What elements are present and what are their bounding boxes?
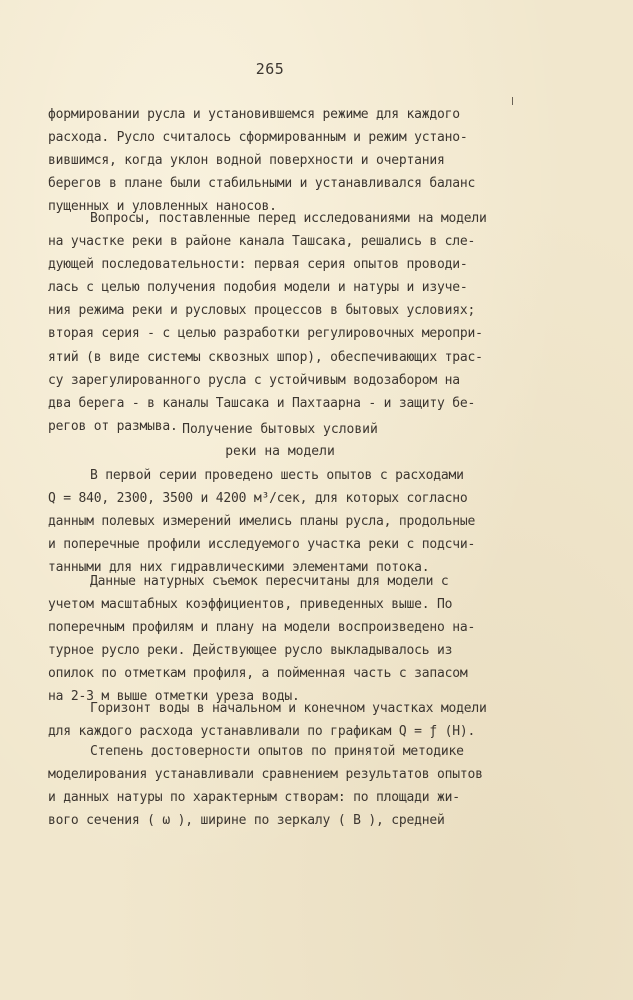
text-line: опилок по отметкам профиля, а пойменная часть с запасом: [48, 666, 468, 682]
text-line: танными для них гидравлическими элементами потока.: [48, 560, 430, 576]
text-line: Степень достоверности опытов по принятой методике: [90, 744, 464, 759]
section-heading: [0, 419, 560, 463]
paragraph-continuation: [48, 103, 528, 218]
text-line: дующей последовательности: первая серия опытов проводи-: [48, 257, 468, 273]
text-line: данным полевых измерений имелись планы русла, продольные: [48, 514, 476, 530]
section-heading-line-2: реки на модели: [225, 444, 335, 459]
text-line: су зарегулированного русла с устойчивым водозабором на: [48, 372, 460, 388]
paragraph-reliability: [48, 740, 528, 832]
text-line: пущенных и уловленных наносов.: [48, 199, 277, 215]
text-line: поперечным профилям и плану на модели воспроизведено на-: [48, 620, 476, 636]
text-line: Горизонт воды в начальном и конечном участках модели: [90, 701, 487, 716]
text-line: на 2-3 м выше отметки уреза воды.: [48, 689, 300, 705]
text-line: на участке реки в районе канала Ташсака, решались в сле-: [48, 234, 476, 250]
text-line: моделирования устанавливали сравнением результатов опытов: [48, 767, 483, 783]
text-line: два берега - в каналы Ташсака и Пахтаарна - и защиту бе-: [48, 395, 476, 411]
text-line: Данные натурных съемок пересчитаны для модели с: [90, 574, 449, 589]
text-line: В первой серии проведено шесть опытов с расходами: [90, 468, 464, 483]
text-line: турное русло реки. Действующее русло выкладывалось из: [48, 643, 453, 659]
section-heading-line-1: Получение бытовых условий: [182, 422, 378, 437]
text-line: вившимся, когда уклон водной поверхности и очертания: [48, 153, 445, 169]
text-line: и данных натуры по характерным створам: по площади жи-: [48, 790, 460, 806]
paragraph-research-questions: [48, 207, 528, 438]
paragraph-first-series: [48, 464, 528, 579]
text-line: вторая серия - с целью разработки регулировочных меропри-: [48, 326, 483, 342]
text-line: берегов в плане были стабильными и устанавливался баланс: [48, 176, 476, 192]
paragraph-water-level: [48, 697, 528, 743]
text-line: и поперечные профили исследуемого участка реки с подсчи-: [48, 537, 476, 553]
text-line: Q = 840, 2300, 3500 и 4200 м³/сек, для которых согласно: [48, 491, 468, 507]
paragraph-survey-data: [48, 570, 528, 709]
text-line: регов от размыва.: [48, 418, 178, 434]
text-line: вого сечения ( ω ), ширине по зеркалу ( B ), средней: [48, 813, 445, 829]
text-line: учетом масштабных коэффициентов, приведенных выше. По: [48, 597, 453, 613]
text-line: Вопросы, поставленные перед исследованиями на модели: [90, 211, 487, 226]
text-line: ния режима реки и русловых процессов в бытовых условиях;: [48, 303, 476, 319]
text-line: для каждого расхода устанавливали по графикам Q = ƒ (H).: [48, 724, 476, 740]
text-line: ятий (в виде системы сквозных шпор), обеспечивающих трас-: [48, 349, 483, 365]
text-line: формировании русла и установившемся режиме для каждого: [48, 107, 460, 122]
text-line: расхода. Русло считалось сформированным и режим устано-: [48, 130, 468, 146]
page-number: 265: [255, 60, 285, 78]
text-line: лась с целью получения подобия модели и натуры и изуче-: [48, 280, 468, 296]
